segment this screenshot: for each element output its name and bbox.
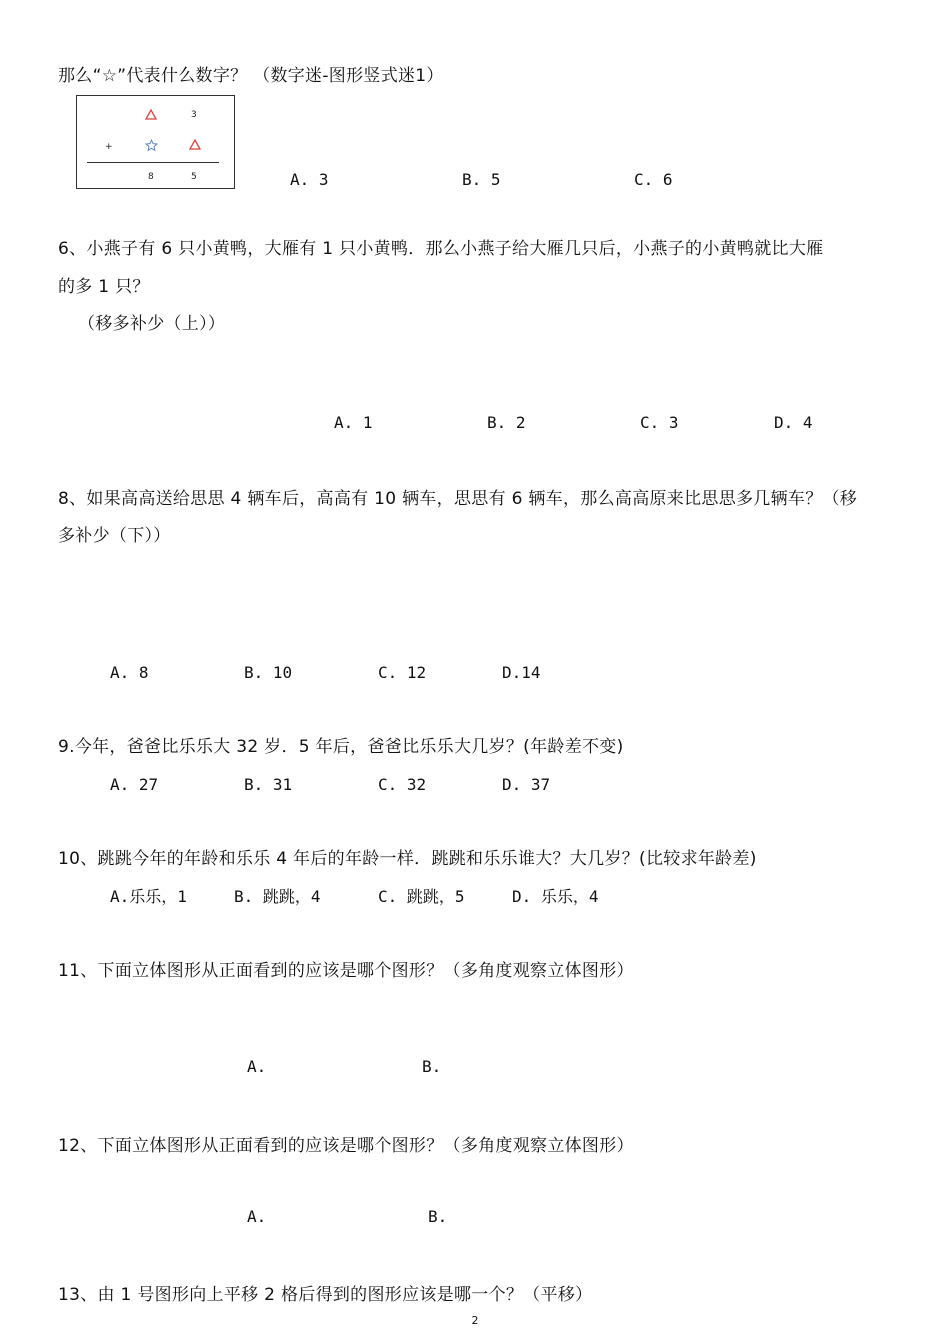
q9-option-a[interactable]: A. 27 [110,775,159,794]
q6-option-b[interactable]: B. 2 [487,413,526,432]
q9-option-c[interactable]: C. 32 [378,775,427,794]
q12-question-text: 12、下面立体图形从正面看到的应该是哪个图形？（多角度观察立体图形） [58,1136,634,1156]
q11-option-a[interactable]: A. [247,1057,267,1076]
q12-option-b[interactable]: B. [428,1207,448,1226]
plus-sign: + [105,142,113,152]
triangle-icon [145,109,157,120]
puzzle-digit: 8 [148,172,154,182]
q5-option-b[interactable]: B. 5 [462,170,501,189]
q10-question-text: 10、跳跳今年的年龄和乐乐 4 年后的年龄一样．跳跳和乐乐谁大？大几岁？(比较求年龄差) [58,849,757,869]
q9-option-b[interactable]: B. 31 [244,775,293,794]
number-puzzle-figure [76,95,235,189]
q8-question-line-1: 8、如果高高送给思思 4 辆车后，高高有 10 辆车，思思有 6 辆车，那么高高原来比思思多几辆车？（移 [58,489,858,509]
q6-option-c[interactable]: C. 3 [640,413,679,432]
q5-option-a[interactable]: A. 3 [290,170,329,189]
q8-option-a[interactable]: A. 8 [110,663,149,682]
q5-option-c[interactable]: C. 6 [634,170,673,189]
q9-question-text: 9.今年，爸爸比乐乐大 32 岁．5 年后，爸爸比乐乐大几岁？(年龄差不变) [58,737,624,757]
q6-option-d[interactable]: D. 4 [774,413,813,432]
q11-question-text: 11、下面立体图形从正面看到的应该是哪个图形？（多角度观察立体图形） [58,961,634,981]
star-icon [145,139,158,152]
q9-option-d[interactable]: D. 37 [502,775,551,794]
q5-question-text: 那么“☆”代表什么数字？ （数字迷-图形竖式迷1） [58,66,444,86]
q6-topic-tag: （移多补少（上）） [78,314,226,334]
puzzle-digit: 5 [191,172,197,182]
q10-option-d[interactable]: D. 乐乐，4 [512,887,599,906]
q8-option-d[interactable]: D.14 [502,663,541,682]
q10-option-c[interactable]: C. 跳跳，5 [378,887,465,906]
q12-option-a[interactable]: A. [247,1207,267,1226]
q10-option-a[interactable]: A.乐乐，1 [110,887,187,906]
q8-option-b[interactable]: B. 10 [244,663,293,682]
page-number: 2 [471,1314,479,1327]
q8-question-line-2: 多补少（下）） [58,526,171,546]
q8-option-c[interactable]: C. 12 [378,663,427,682]
triangle-icon [189,139,201,150]
q13-question-text: 13、由 1 号图形向上平移 2 格后得到的图形应该是哪一个？（平移） [58,1285,593,1305]
q6-question-line-1: 6、小燕子有 6 只小黄鸭，大雁有 1 只小黄鸭．那么小燕子给大雁几只后，小燕子的小黄鸭就比大雁 [58,239,824,259]
q10-option-b[interactable]: B. 跳跳，4 [234,887,321,906]
q11-option-b[interactable]: B. [422,1057,442,1076]
q6-option-a[interactable]: A. 1 [334,413,373,432]
sum-line [87,162,219,163]
puzzle-digit: 3 [191,110,197,120]
q6-question-line-2: 的多 1 只？ [58,277,150,297]
